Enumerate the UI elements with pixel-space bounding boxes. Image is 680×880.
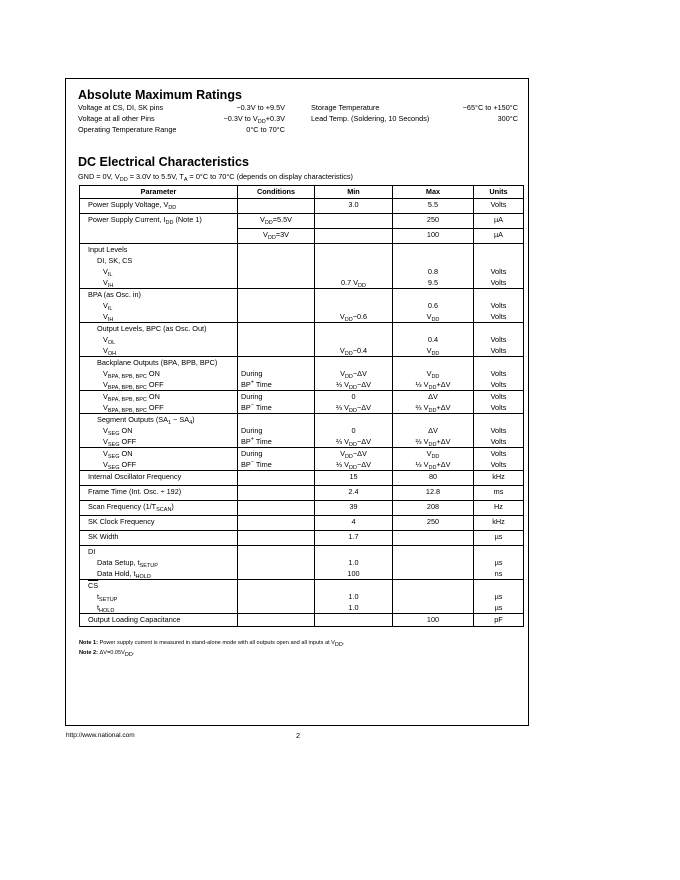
dc-conditions: GND = 0V, $V_{DD} = 3.0V$ to 5.5V, $T_A = 0^\circ C$ to 70°C (depends on display characteristics) bbox=[78, 172, 353, 183]
table-header-row bbox=[80, 186, 524, 199]
amr-right bbox=[311, 102, 518, 124]
table-row: Internal Oscillator Frequency 15 80 kHz bbox=[80, 471, 524, 486]
amr-label: Storage Temperature bbox=[311, 103, 380, 112]
header-max: Max bbox=[393, 186, 474, 199]
table-row: Power Supply Voltage, $V_{DD}$ 3.0 5.5 Volts bbox=[80, 199, 524, 214]
amr-value: 300°C bbox=[497, 114, 518, 123]
header-parameter: Parameter bbox=[80, 186, 238, 199]
amr-row bbox=[78, 102, 285, 113]
amr-left bbox=[78, 102, 285, 135]
header-conditions: Conditions bbox=[238, 186, 315, 199]
amr-value: −0.3V to +9.5V bbox=[236, 103, 285, 112]
amr-title: Absolute Maximum Ratings bbox=[78, 88, 242, 102]
table-row: BPA (as Osc. in) $V_{IL}$ $V_{IH}$ $V_{DD}-0.6$ 0.6 $V_{DD}$ Volts Volts bbox=[80, 289, 524, 323]
header-units: Units bbox=[474, 186, 524, 199]
table-row: SK Clock Frequency 4 250 kHz bbox=[80, 516, 524, 531]
amr-value: 0°C to 70°C bbox=[246, 125, 285, 134]
page-number: 2 bbox=[296, 731, 301, 740]
amr-value: −0.3V to $V_{DD}+0.3V$ bbox=[223, 114, 285, 125]
dc-table bbox=[79, 185, 524, 627]
amr-value: −65°C to +150°C bbox=[462, 103, 518, 112]
table-row: SK Width 1.7 µs bbox=[80, 531, 524, 546]
amr-row bbox=[311, 102, 518, 113]
table-row: Input Levels DI, SK, CS $V_{IL}$ $V_{IH}$ 0.7 $V_{DD}$ 0.8 9.5 Volts Volts bbox=[80, 244, 524, 289]
table-row: $V_{DD}=3V$ 100 µA bbox=[80, 229, 524, 244]
note-label: Note 2: bbox=[79, 650, 98, 656]
table-row: Output Loading Capacitance 100 pF bbox=[80, 614, 524, 627]
amr-label: Voltage at all other Pins bbox=[78, 114, 155, 123]
table-row: DI Data Setup, $t_{SETUP}$ Data Hold, $t_{HOLD}$ 1.0 100 µs ns bbox=[80, 546, 524, 580]
footer-url[interactable]: http://www.national.com bbox=[66, 732, 135, 739]
amr-label: Lead Temp. (Soldering, 10 Seconds) bbox=[311, 114, 430, 123]
amr-label: Operating Temperature Range bbox=[78, 125, 177, 134]
amr-label: Voltage at CS, DI, SK pins bbox=[78, 103, 164, 112]
note-text: $\Delta V=0.05V_{DD}$. bbox=[99, 650, 135, 658]
table-row: $V_{BPA, BPB, BPC}$ ON $V_{BPA, BPB, BPC}$ OFF During BP− Time 0 ⅔ $V_{DD}-\Delta V$ ΔV ⅔ $V_{DD}+\Delta V$ Volts Volts bbox=[80, 391, 524, 414]
amr-row bbox=[311, 113, 518, 124]
table-row: Scan Frequency $(1/T_{SCAN})$ 39 208 Hz bbox=[80, 501, 524, 516]
amr-row bbox=[78, 124, 285, 135]
table-row: Backplane Outputs (BPA, BPB, BPC) $V_{BPA, BPB, BPC}$ ON $V_{BPA, BPB, BPC}$ OFF During BP+ Time $V_{DD}-\Delta V$ ⅓ $V_{DD}-\Delta V$ $V_{DD}$ ⅓ $V_{DD}+\Delta V$ Volts Volts bbox=[80, 357, 524, 391]
table-row: $\overline{CS}$ $t_{SETUP}$ $t_{HOLD}$ 1.0 1.0 µs µs bbox=[80, 580, 524, 614]
amr-row bbox=[78, 113, 285, 124]
table-row: Power Supply Current, $I_{DD}$ (Note 1) $V_{DD}=5.5V$ 250 µA bbox=[80, 214, 524, 229]
note-2 bbox=[79, 650, 134, 656]
table-row: Frame Time (Int. Osc. ÷ 192) 2.4 12.8 ms bbox=[80, 486, 524, 501]
note-text: Power supply current is measured in stand-alone mode with all outputs open and all inputs at $V_{DD}$. bbox=[99, 640, 345, 648]
table-row: Segment Outputs ($SA_1$ ~ $SA_4$) $V_{SEG}$ ON $V_{SEG}$ OFF During BP+ Time 0 ⅔ $V_{DD}-\Delta V$ ΔV ⅔ $V_{DD}+\Delta V$ Volts Volts bbox=[80, 414, 524, 448]
dc-title: DC Electrical Characteristics bbox=[78, 155, 249, 169]
note-label: Note 1: bbox=[79, 640, 98, 646]
header-min: Min bbox=[315, 186, 393, 199]
note-1 bbox=[79, 640, 344, 646]
table-row: $V_{SEG}$ ON $V_{SEG}$ OFF During BP− Time $V_{DD}-\Delta V$ ⅓ $V_{DD}-\Delta V$ $V_{DD}$ ⅓ $V_{DD}+\Delta V$ Volts Volts bbox=[80, 448, 524, 471]
table-row: Output Levels, BPC (as Osc. Out) $V_{OL}$ $V_{OH}$ $V_{DD}-0.4$ 0.4 $V_{DD}$ Volts Volts bbox=[80, 323, 524, 357]
